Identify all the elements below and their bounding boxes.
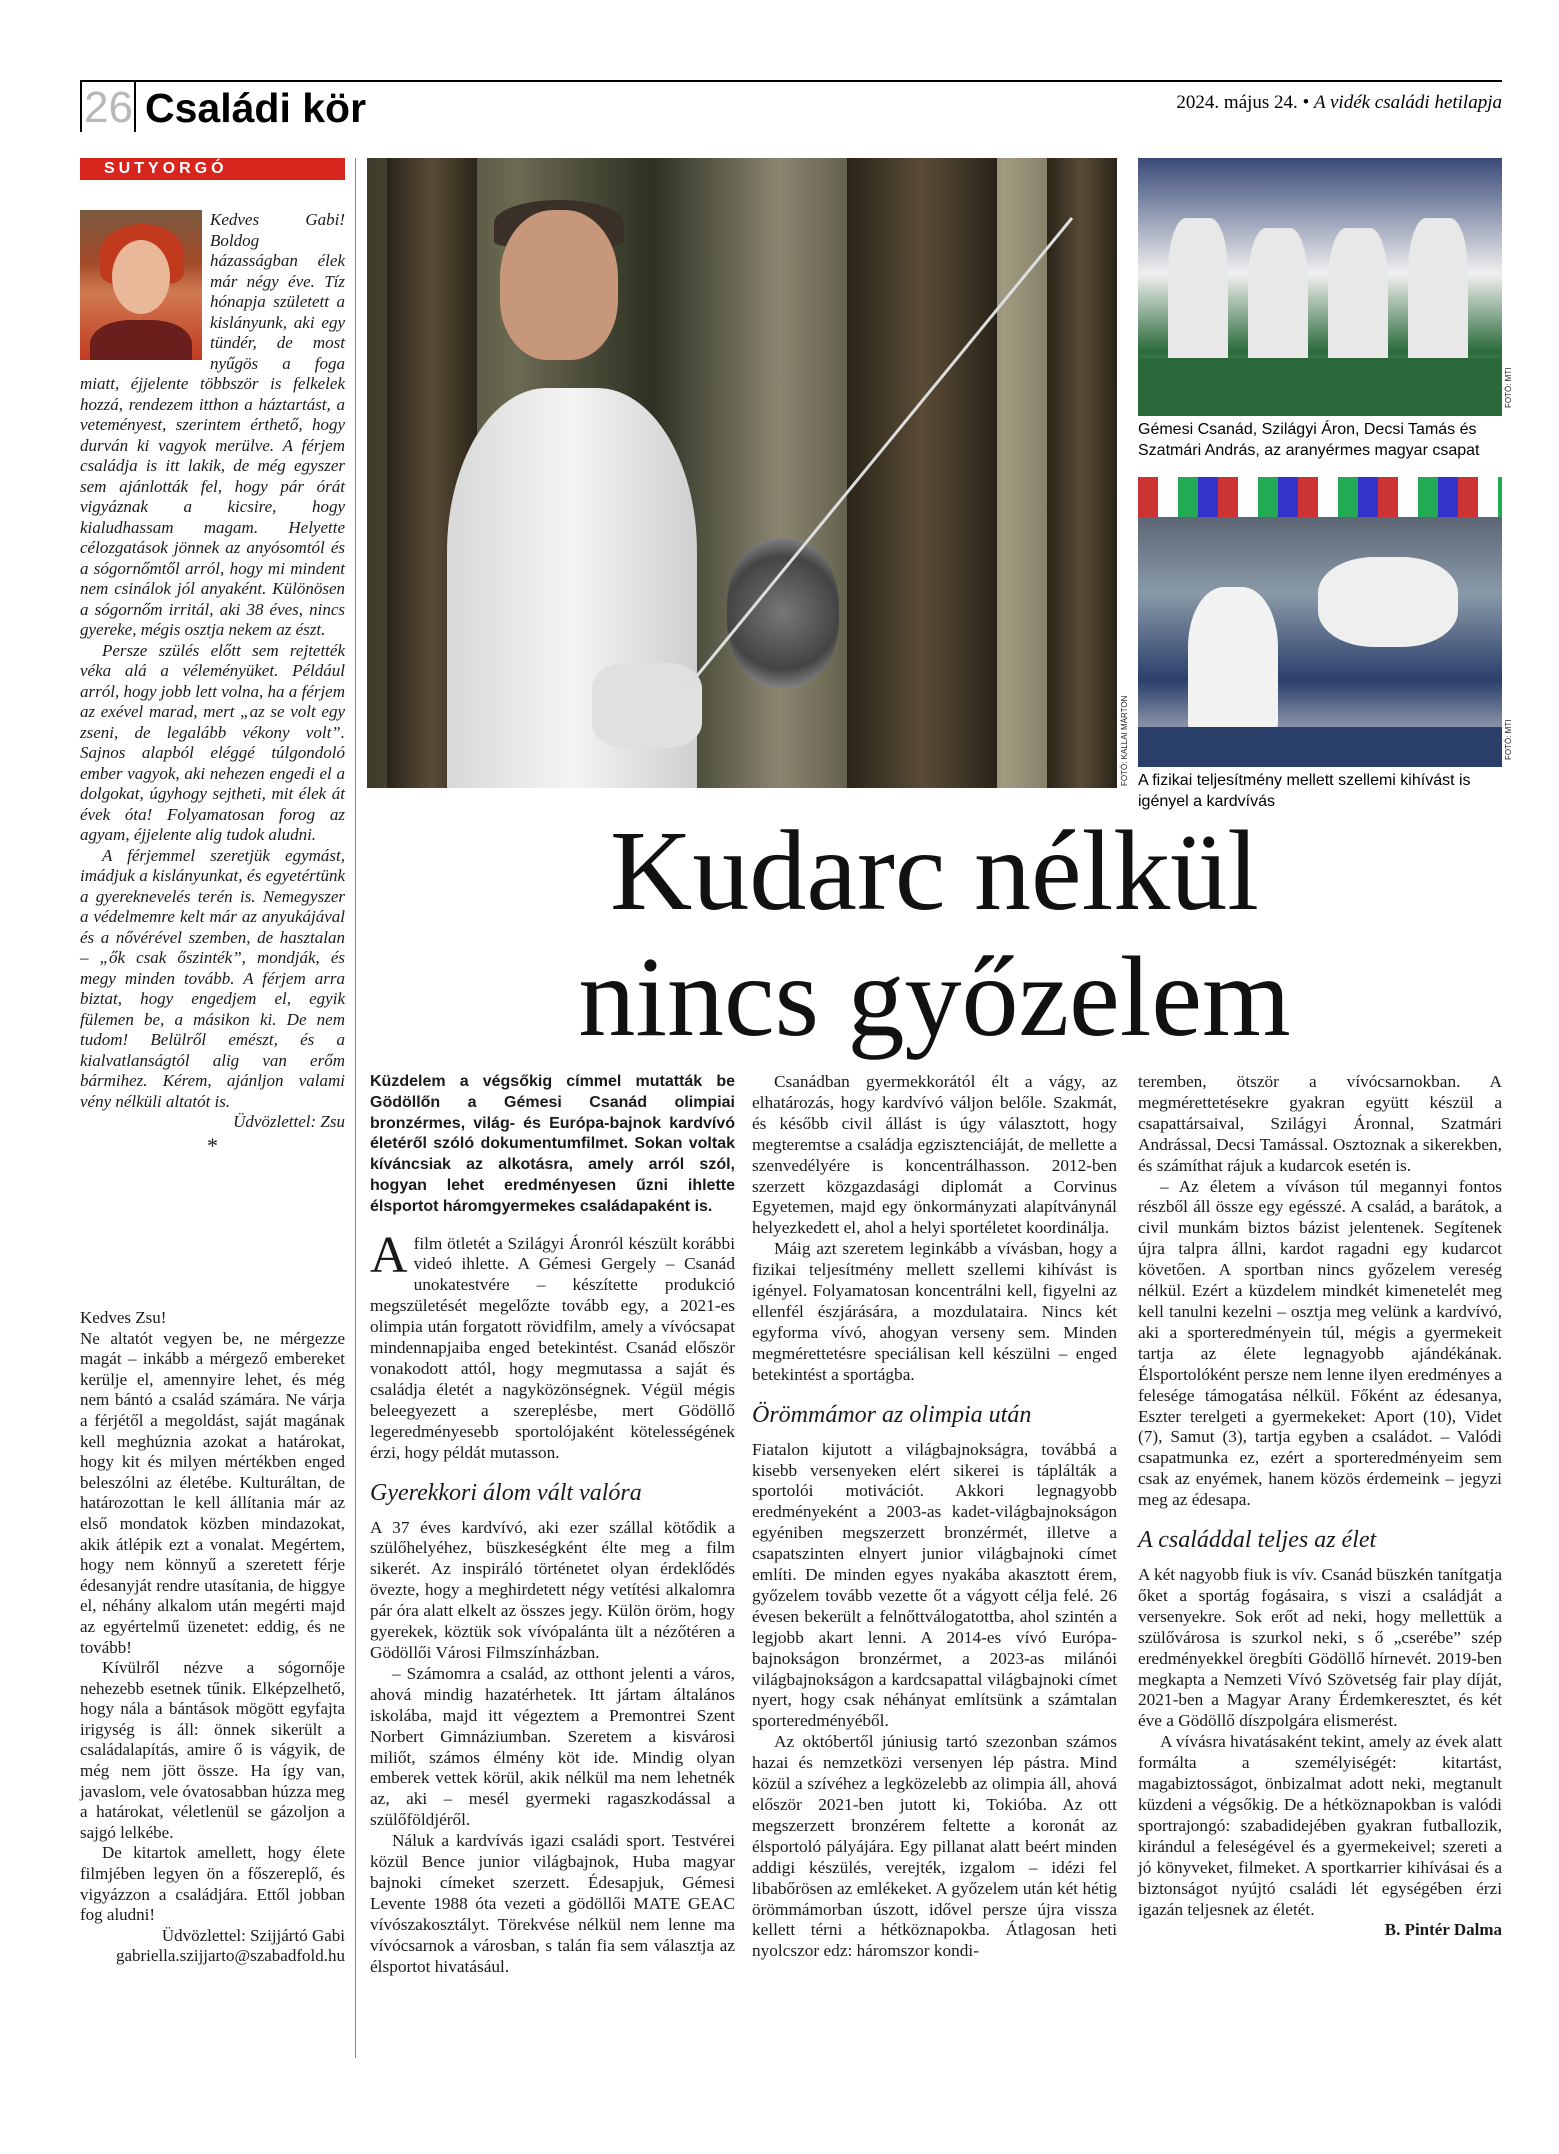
reply-signature: Üdvözlettel: Szijjártó Gabi [161, 1925, 345, 1945]
article-paragraph: – Számomra a család, az otthont jelenti a város, ahová mindig hazatérhetek. Itt jártam általános iskolába, majd itt végeztem a Premontrei Szent Norbert Gimnáziumban. Szeretem a kisvárosi miliőt, számos élmény köt ide. Mindig olyan emberek vettek körül, akik nélkül ma nem lehetnék az, aki – mesél gyermeki ragaszkodással a szülőföldjéről. [370, 1663, 735, 1830]
letter-signature: Üdvözlettel: Zsu [233, 1112, 345, 1131]
letter-paragraph: Persze szülés előtt sem rejtették véka alá a véleményüket. Például arról, hogy jobb lett volna, ha a férjem az exével marad, mert „az se volt egy zseni, de legalább vékony volt”. Sajnos alapból eléggé túlgondoló ember vagyok, aki nehezen engedi el a dolgokat, úgyhogy sejtheti, mit élek át évek óta! Folyamatosan forog az agyam, éjjelente alig tudok aludni. [80, 640, 345, 844]
main-photo-fencer [367, 158, 1117, 788]
headline-line-1: Kudarc nélkül [610, 807, 1259, 934]
headline-line-2: nincs győzelem [578, 933, 1291, 1060]
columnist-reply [80, 1308, 345, 1967]
photo1-credit: FOTÓ: MTI [1504, 367, 1513, 408]
article-column-2 [752, 1072, 1117, 1962]
page-number: 26 [84, 83, 133, 132]
sabre-icon [367, 158, 1117, 788]
publication-name: A vidék családi hetilapja [1313, 92, 1502, 113]
column-text [370, 1226, 735, 1978]
header-rule [80, 80, 1502, 82]
letter-paragraph: Kedves Gabi! Boldog házasságban élek már négy éve. Tíz hónapja született a kislányunk, aki egy tündér, de most nyűgös a foga miatt, éjjelente többször is felkelek hozzá, rendezem itthon a háztartást, a veteményest, szerintem érthető, hogy durván ki vagyok merülve. A férjem családja is itt lakik, de még egyszer sem ajánlották fel, hogy pár órát vigyáznak a kicsire, hogy kialudhassam magam. Helyette célozgatások jönnek az anyósomtól és a sógornőmtől arról, hogy mi mindent nem csinálok jól anyaként. Különösen a sógornőm irritál, aki 38 éves, nincs gyereke, mégis osztja nekem az észt. [80, 210, 345, 639]
reply-paragraph: Kívülről nézve a sógornője nehezebb esetnek tűnik. Elképzelhető, hogy nála a bántások mögött egyfajta irigység is áll: önnek sikerült a családalapítás, amire ő is vágyik, de még nem jött össze. Ha így van, javaslom, vele óvatosabban húzza meg a határokat, véletlenül se gázoljon a sajgó lelkébe. [80, 1658, 345, 1842]
article-paragraph: Az októbertől júniusig tartó szezonban számos hazai és nemzetközi versenyen lép pástra. Mind közül a szívéhez a legközelebb az olimpia áll, ahová először 2021-ben jutott ki, Tokióba. Az ott megszerzett bronzérem feltette a koronát az élsportoló pályájára. Egy pillanat alatt beért minden addigi készülés, verejték, izgalom – idézi fel libabőrösen az emlékeket. A győzelem után két hétig örömmámorban úszott, idővel persze újra vissza kellett térni a hétköznapokba. Átlagosan heti nyolcszor edz: háromszor kondi- [752, 1732, 1117, 1961]
reply-paragraph: De kitartok amellett, hogy élete filmjében legyen ön a főszereplő, és vigyázzon a családjára. Ettől jobban fog aludni! [80, 1843, 345, 1925]
article-paragraph: – Az életem a víváson túl megannyi fontos részből áll össze egy egésszé. A család, a barátok, a civil munkám biztos bázist jelentenek. Segítenek újra talpra állni, kardot ragadni egy kudarcot követően. A sportban nincs győzelem vereség nélkül. Ezért a küzdelem mindkét kimenetelét meg kell tanulni kezelni – osztja meg velünk a kardvívó, aki a sporteredményein túl, mégis a gyermekeit tartja az élete legnagyobb ajándékának. Élsportolóként persze nem lenne ilyen eredményes a felesége támogatása nélkül. Főként az édesanya, Eszter terelgeti a gyermekeket: Aport (10), Videt (7), Samut (3), tartja egyben a családot. – Valódi csapatmunka ez, ezért a sporteredményeim sem csak az enyémek, hanem közös érdemeink – jegyzi meg az édesapa. [1138, 1176, 1502, 1510]
reply-greeting: Kedves Zsu! [80, 1308, 167, 1327]
article-paragraph: film ötletét a Szilágyi Áronról készült korábbi videó ihlette. A Gémesi Gergely – Csanád unokatestvére – készítette produkció megszületését megelőzte tovább egy, a 2021-es olimpia után forgatott rövidfilm, amely a vívócsapat mindennapjaiba enged betekintést. Csanád először vonakodott attól, hogy megmutassa a saját és családja életét a nagyközönségnek. Végül mégis beleegyezett a szereplésbe, mert Gödöllő legeredményesebb sportolójaként kötelességének érzi, hogy példát mutasson. [370, 1233, 735, 1462]
article-author: B. Pintér Dalma [1384, 1920, 1502, 1940]
letter-paragraph: A férjemmel szeretjük egymást, imádjuk a kislányunkat, és egyetértünk a gyereknevelés terén is. Nemegyszer a védelmemre kelt már az anyukájával és a nővérével szemben, de hasztalan – „ők csak őszinték”, mondják, és megy minden tovább. A férjem arra biztat, hogy engedjem el, egyik fülemen be, a másikon ki. De nem tudom! Belülről emészt, és a kialvatlanságtól alig van erőm bármihez. Kérem, ajánljon valami vény nélküli altatót is. [80, 845, 345, 1111]
article-lead: Küzdelem a végsőkig címmel mutatták be Gödöllőn a Gémesi Csanád olimpiai bronzérmes, világ- és Európa-bajnok kardvívó életéről szóló dokumentumfilmet. Sokan voltak kíváncsiak az alkotásra, amely arról szól, hogyan lehet eredményesen űzni ihlette élsportot háromgyermekes családapaként is. [370, 1073, 735, 1215]
dateline [1176, 92, 1502, 114]
drop-cap: A [370, 1226, 408, 1284]
article-paragraph: Máig azt szeretem leginkább a vívásban, hogy a fizikai teljesítmény mellett szellemi kihívást is igényel. Folyamatosan koncentrálni kell, figyelni az ellenfél észjárására, a mozdulataira. Nincs két egyforma vívó, ahogyan verseny sem. Minden megmérettetésre speciálisan kell készülni – enged betekintést a sportágba. [752, 1239, 1117, 1384]
article-paragraph: Náluk a kardvívás igazi családi sport. Testvérei közül Bence junior világbajnok, Huba magyar bajnoki címeket szerzett. Édesapjuk, Gémesi Levente 1988 óta vezeti a gödöllői MATE GEAC vívószakosztályt. Törekvése nélkül nem lenne ma vívócsarnok a városban, s talán fia sem választja az élsportot hivatásául. [370, 1831, 735, 1976]
article-paragraph: A 37 éves kardvívó, aki ezer szállal kötődik a szülőhelyéhez, büszkeségként élte meg a film sikerét. Az inspiráló történetet olyan érdeklődés övezte, hogy a meghirdetett négy vetítési alkalomra pár óra alatt elkelt az összes jegy. Külön öröm, hogy gyerekek, köztük sok vívópalánta ült a nézőtéren a Gödöllői Városi Filmszínházban. [370, 1517, 735, 1662]
subheading: Gyerekkori álom vált valóra [370, 1479, 642, 1506]
subheading: A családdal teljes az élet [1138, 1527, 1377, 1554]
article-paragraph: A két nagyobb fiuk is vív. Csanád büszkén tanítgatja őket a sportág fogásaira, s viszi a családját a versenyekre. Sok erőt ad neki, hogy mellettük a szülővárosa is szurkol neki, s ő „cserébe” szép eredményekkel öregbíti Gödöllő hírnevét. 2019-ben megkapta a Nemzeti Vívó Szövetség fair play díját, 2021-ben a Magyar Arany Érdemkeresztet, és két éve a Gödöllő díszpolgára elismerést. [1138, 1565, 1502, 1731]
reply-email[interactable]: gabriella.szijjarto@szabadfold.hu [115, 1946, 345, 1966]
reply-paragraph: Ne altatót vegyen be, ne mérgezze magát – inkább a mérgező embereket kerülje el, amennyire lehet, és még nem bántó a család számára. Ne várja a férjétől a megoldást, saját magának kell meghúznia azokat a határokat, hogy kit és milyen mértékben enged beleszólni az életébe. Kulturáltan, de határozottan le kell állítania már az első mondatok közben mindazokat, akik átlépik ezt a vonalat. Megértem, hogy nem könnyű a szeretett férje édesanyját rendre utasítania, de higgye el, néhány alkalom után megérti majd az egyértelmű üzenetet: eddig, és ne tovább! [80, 1328, 345, 1657]
article-paragraph: A vívásra hivatásaként tekint, amely az évek alatt formálta a személyiségét: kitartást, magabiztosságot, önbizalmat adott neki, megtanult küzdeni a végsőkig. De a hétköznapokban is valódi sportrajongó: szabadidejében gyakran futballozik, kirándul a feleségével és a gyermekeivel; szereti a jó könyveket, filmeket. A sportkarrier kihívásai és a biztonságot nyújtó családi lét egységében érzi igazán teljesnek az életét. [1138, 1732, 1502, 1919]
main-photo-credit: FOTÓ: KALLAI MÁRTON [1120, 695, 1129, 786]
photo-team-podium [1138, 158, 1502, 416]
article-paragraph: Csanádban gyermekkorától élt a vágy, az elhatározás, hogy kardvívó váljon belőle. Szakmát, és később civil állást is úgy választott, hogy megteremtse a családja egzisztenciáját, de mellette a szenvedélyére is koncentrálhasson. 2012-ben szerzett közgazdasági diplomát a Corvinus Egyetemen, majd egy önkormányzati alapítványnál helyezkedett el, ahol a helyi sportéletet koordinálja. [752, 1072, 1117, 1238]
article-headline [367, 808, 1502, 1060]
photo2-caption: A fizikai teljesítmény mellett szellemi kihívást is igényel a kardvívás [1138, 772, 1471, 810]
column-divider [355, 158, 356, 2058]
bullet: • [1302, 92, 1310, 113]
section-title: Családi kör [145, 85, 367, 131]
photo2-credit: FOTÓ: MTI [1504, 719, 1513, 760]
photo-fencing-bout [1138, 477, 1502, 767]
article-paragraph: Fiatalon kijutott a világbajnokságra, továbbá a kisebb versenyeken elért sikerei is táplálták a sportolói motivációt. Akkori legnagyobb eredményeként a 2003-as kadet-világbajnokságon egyéniben megszerzett bronzérmét, illetve a csapatszinten elnyert junior világbajnoki címet említi. De minden egyes nyakába akasztott érem, győzelem tovább vezette őt a vágyott célja felé. 26 évesen bekerült a felnőttválogatottba, ahol szintén a legjobb akart lenni. A 2014-es vívó Európa-bajnokságon bronzérmet, a 2023-as milánói világbajnokságon a kardcsapattal világbajnoki címet nyert, hogy csak néhányat említsünk a számtalan sporteredményéből. [752, 1439, 1117, 1731]
reader-letter [80, 210, 345, 1159]
column-label: SUTYORGÓ [104, 160, 228, 177]
subheading: Örömmámor az olimpia után [752, 1401, 1032, 1428]
article-column-1 [370, 1072, 735, 1977]
article-column-3 [1138, 1072, 1502, 1941]
asterisk-divider: * [207, 1132, 218, 1158]
article-paragraph: teremben, ötször a vívócsarnokban. A megmérettetésekre gyakran együtt készül a csapattársaival, Szilágyi Áronnal, Szatmári Andrással, Decsi Tamással. Osztoznak a sikerekben, és számíthat rájuk a kudarcok esetén is. [1138, 1072, 1502, 1175]
photo1-caption: Gémesi Csanád, Szilágyi Áron, Decsi Tamás és Szatmári András, az aranyérmes magyar csapat [1138, 421, 1480, 459]
issue-date: 2024. május 24. [1176, 92, 1298, 113]
